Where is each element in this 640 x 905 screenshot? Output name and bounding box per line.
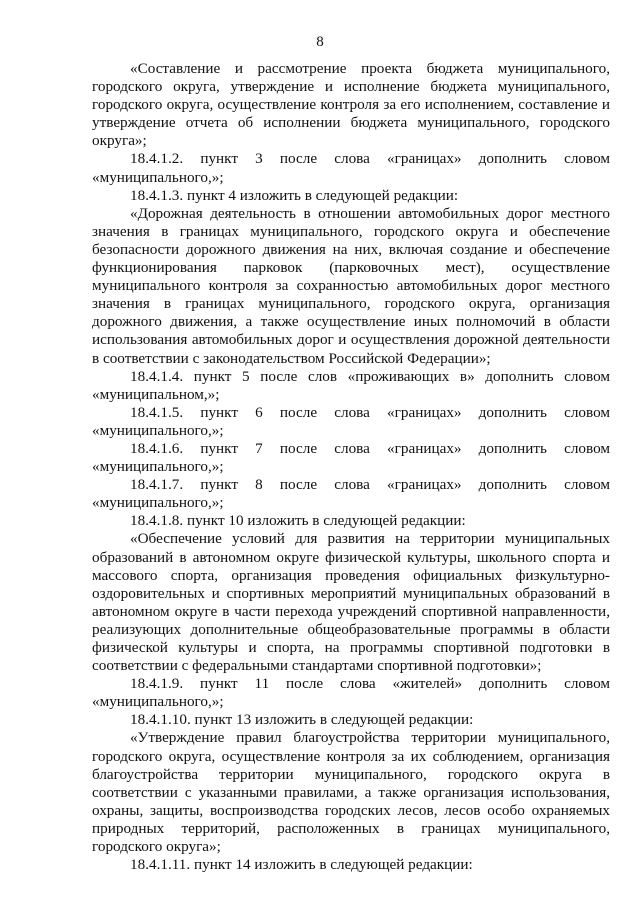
paragraph-18-4-1-8: 18.4.1.8. пункт 10 изложить в следующей редакции: xyxy=(130,512,466,530)
paragraph-18-4-1-9: 18.4.1.9. пункт 11 после слова «жителей» дополнить словом «муниципального,»; xyxy=(92,675,610,711)
paragraph-18-4-1-11: 18.4.1.11. пункт 14 изложить в следующей редакции: xyxy=(130,856,473,874)
paragraph-road-activity: «Дорожная деятельность в отношении автомобильных дорог местного значения в границах муниципального, городского округа и обеспечение безопасности дорожного движения на них, включая создание и обеспечение функционирования парковок (парковочных мест), осуществление муниципального контроля за сохранностью автомобильных дорог местного значения в границах муниципального, городского округа, организация дорожного движения, а также осуществление иных полномочий в области использования автомобильных дорог и осуществления дорожной деятельности в соответствии с законодательством Российской Федерации»; xyxy=(92,204,610,367)
paragraph-sport: «Обеспечение условий для развития на территории муниципальных образований в автономном округе физической культуры, школьного спорта и массового спорта, организация проведения официальных физкультурно-оздоровительных и спортивных мероприятий муниципальных образований в автономном округе в части перехода учреждений спортивной направленности, реализующих дополнительные общеобразовательные программы в области физической культуры и спорта, на программы спортивной подготовки в соответствии с федеральными стандартами спортивной подготовки»; xyxy=(92,530,610,675)
paragraph-18-4-1-2: 18.4.1.2. пункт 3 после слова «границах» дополнить словом «муниципального,»; xyxy=(92,150,610,186)
paragraph-18-4-1-5: 18.4.1.5. пункт 6 после слова «границах» дополнить словом «муниципального,»; xyxy=(92,403,610,439)
paragraph-18-4-1-10: 18.4.1.10. пункт 13 изложить в следующей редакции: xyxy=(130,711,474,729)
paragraph-18-4-1-3: 18.4.1.3. пункт 4 изложить в следующей редакции: xyxy=(130,186,459,204)
paragraph-18-4-1-4: 18.4.1.4. пункт 5 после слов «проживающих в» дополнить словом «муниципальном,»; xyxy=(92,367,610,403)
paragraph-18-4-1-6: 18.4.1.6. пункт 7 после слова «границах» дополнить словом «муниципального,»; xyxy=(92,439,610,476)
paragraph-18-4-1-7: 18.4.1.7. пункт 8 после слова «границах» дополнить словом «муниципального,»; xyxy=(92,476,610,512)
page-number: 8 xyxy=(316,34,324,50)
paragraph-budget: «Составление и рассмотрение проекта бюджета муниципального, городского округа, утверждение и исполнение бюджета муниципального, городского округа, осуществление контроля за его исполнением, составление и утверждение отчета об исполнении бюджета муниципального, городского округа»; xyxy=(92,60,610,150)
document-body xyxy=(92,60,610,874)
paragraph-landscaping: «Утверждение правил благоустройства территории муниципального, городского округа, осуществление контроля за их соблюдением, организация благоустройства территории муниципального, городского округа в соответствии с указанными правилами, а также организация использования, охраны, защиты, воспроизводства городских лесов, лесов особо охраняемых природных территорий, расположенных в границах муниципального, городского округа»; xyxy=(92,729,610,856)
